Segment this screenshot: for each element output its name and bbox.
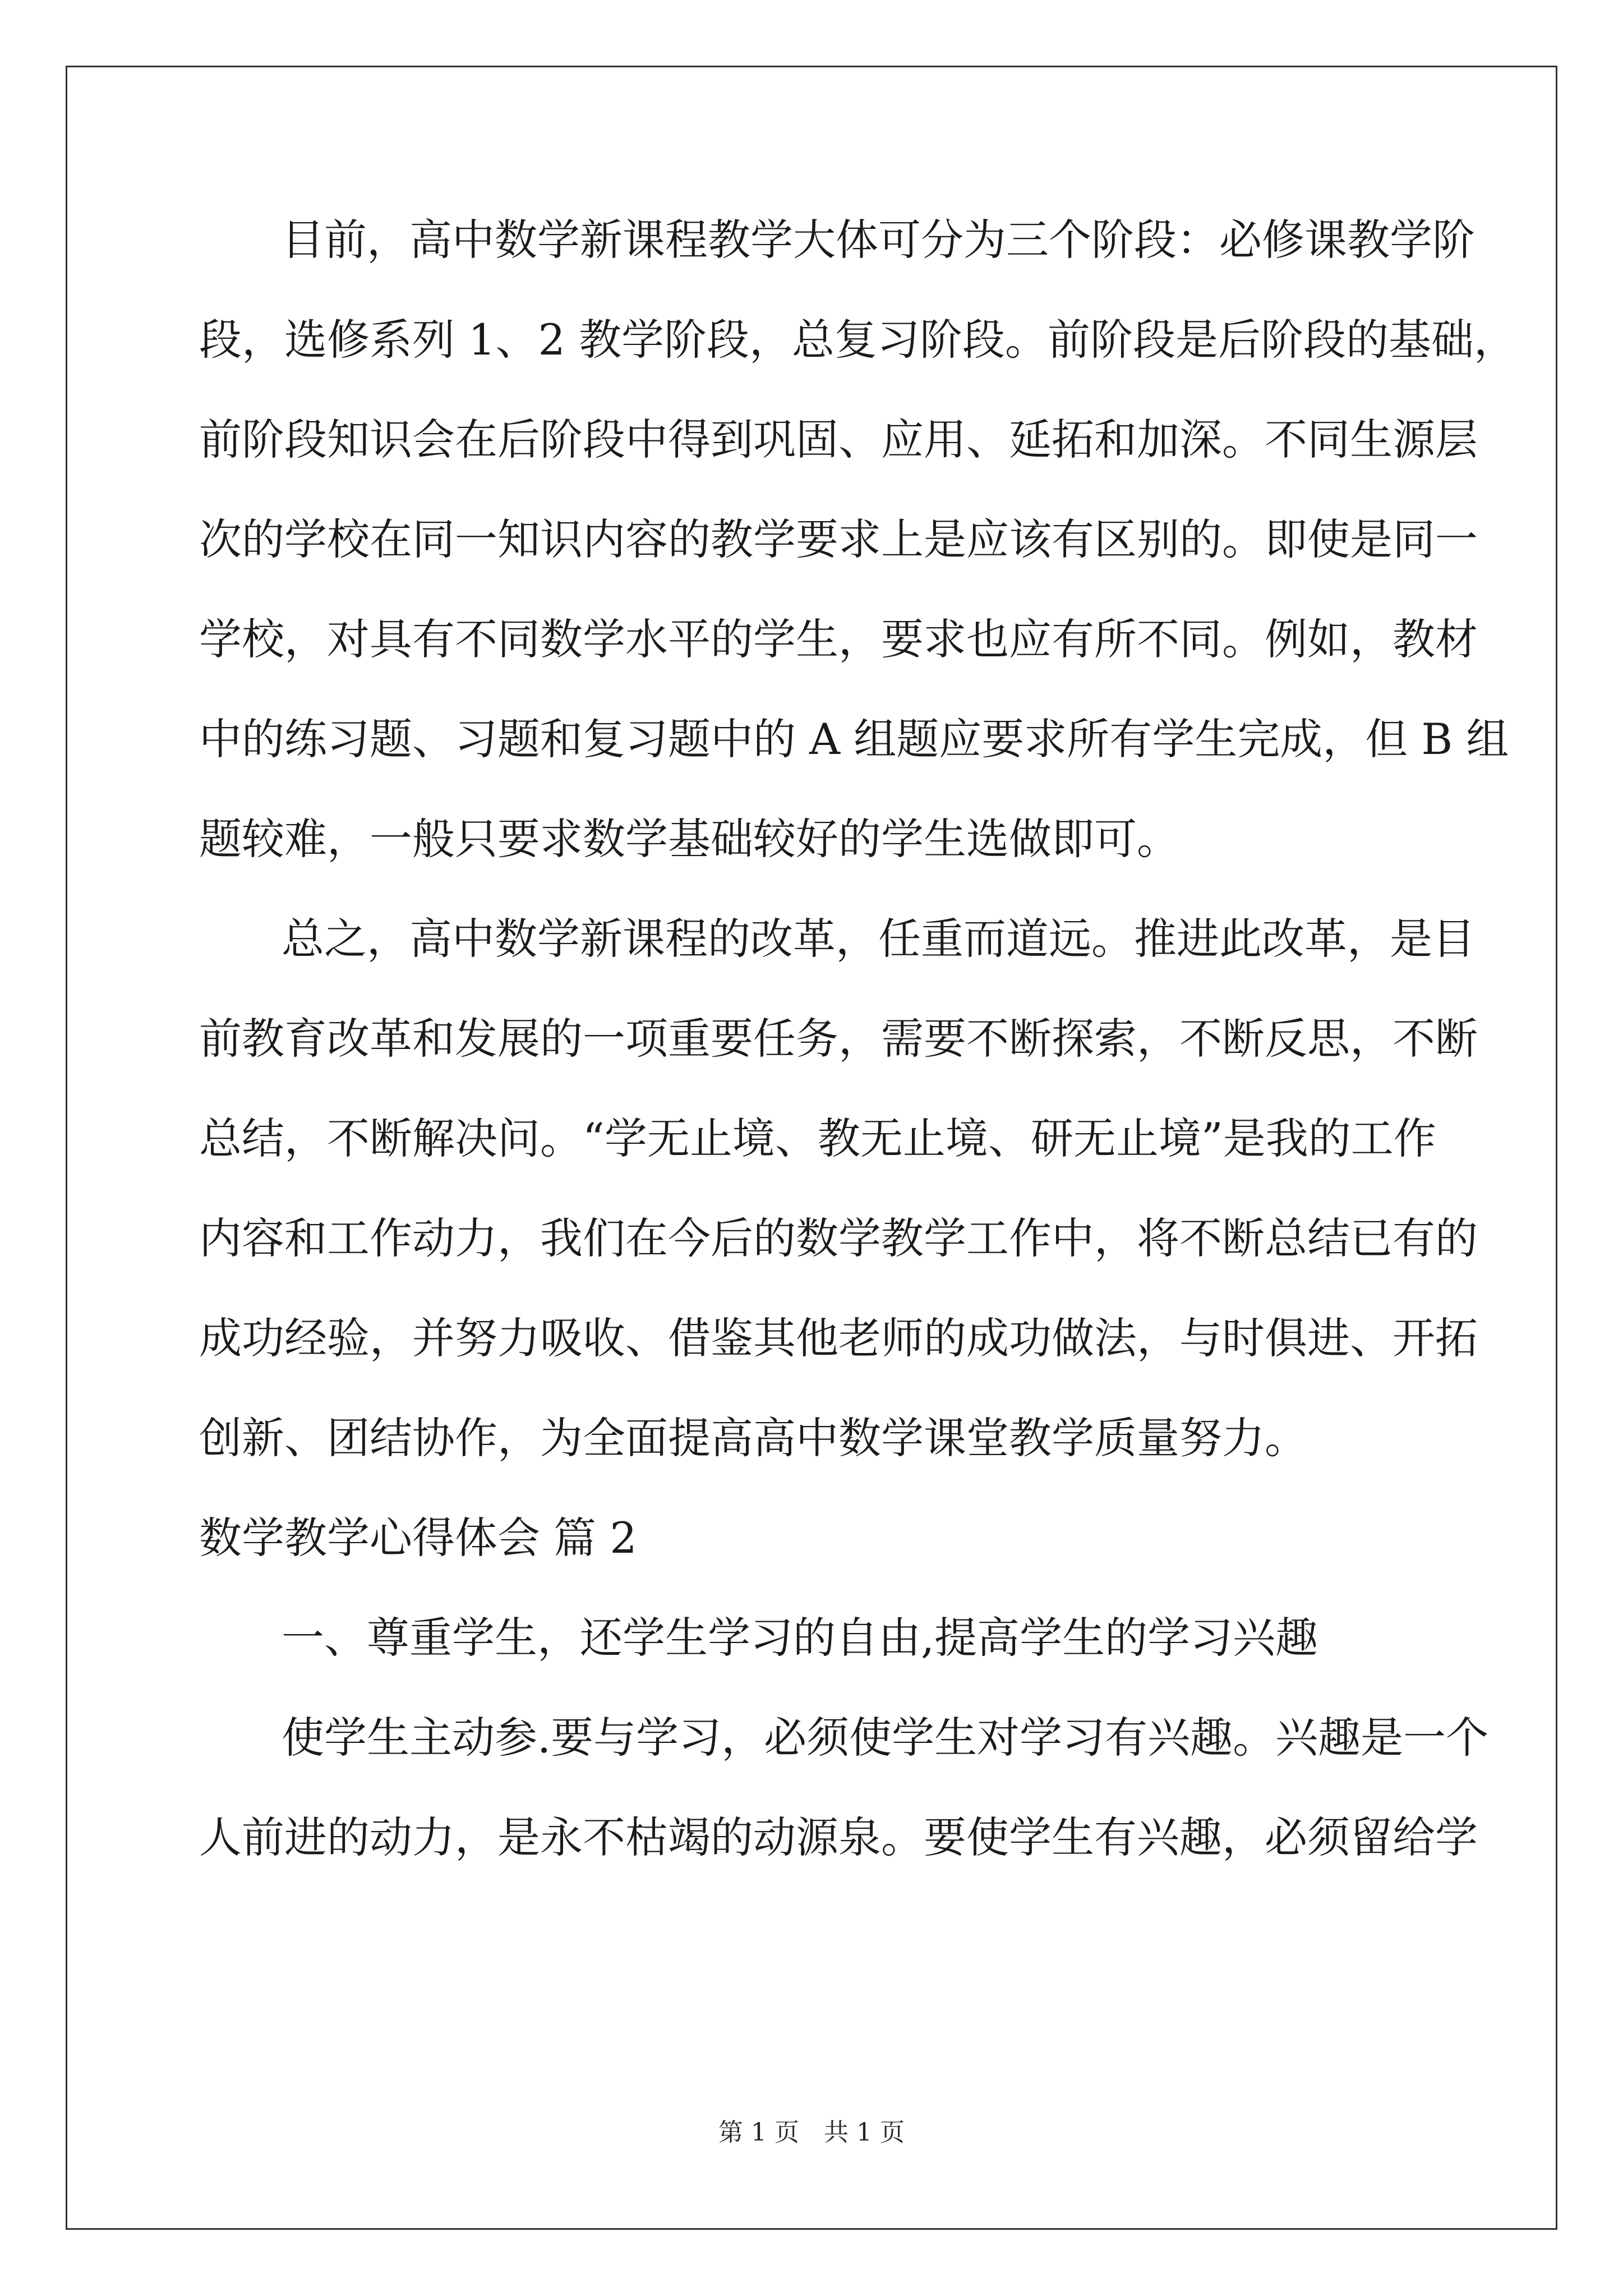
paragraph-2-line-4: 内容和工作动力，我们在今后的数学教学工作中，将不断总结已有的	[199, 1213, 1478, 1263]
paragraph-3-line-1: 使学生主动参.要与学习，必须使学生对学习有兴趣。兴趣是一个	[282, 1713, 1489, 1763]
paragraph-1-line-5: 学校，对具有不同数学水平的学生，要求也应有所不同。例如，教材	[199, 614, 1478, 664]
section-heading: 数学教学心得体会 篇 2	[199, 1513, 637, 1563]
paragraph-2-line-2: 前教育改革和发展的一项重要任务，需要不断探索，不断反思，不断	[199, 1014, 1478, 1064]
paragraph-1-line-7: 题较难，一般只要求数学基础较好的学生选做即可。	[199, 814, 1179, 864]
paragraph-1-line-2: 段，选修系列 1、2 教学阶段，总复习阶段。前阶段是后阶段的基础，	[199, 315, 1517, 365]
paragraph-1-line-6: 中的练习题、习题和复习题中的 A 组题应要求所有学生完成，但 B 组	[199, 714, 1509, 764]
paragraph-2-line-6: 创新、团结协作，为全面提高高中数学课堂教学质量努力。	[199, 1413, 1307, 1463]
subheading: 一、尊重学生，还学生学习的自由,提高学生的学习兴趣	[282, 1613, 1318, 1663]
paragraph-2-line-1: 总之，高中数学新课程的改革，任重而道远。推进此改革，是目	[282, 914, 1475, 964]
paragraph-1-line-4: 次的学校在同一知识内容的教学要求上是应该有区别的。即使是同一	[199, 514, 1478, 564]
paragraph-3-line-2: 人前进的动力，是永不枯竭的动源泉。要使学生有兴趣，必须留给学	[199, 1812, 1478, 1862]
paragraph-2-line-5: 成功经验，并努力吸收、借鉴其他老师的成功做法，与时俱进、开拓	[199, 1313, 1478, 1363]
page-footer: 第 1 页 共 1 页	[718, 2118, 905, 2147]
paragraph-1-line-3: 前阶段知识会在后阶段中得到巩固、应用、延拓和加深。不同生源层	[199, 415, 1478, 464]
paragraph-2-line-3: 总结，不断解决问。“学无止境、教无止境、研无止境”是我的工作	[199, 1114, 1436, 1163]
paragraph-1-line-1: 目前，高中数学新课程教学大体可分为三个阶段：必修课教学阶	[282, 215, 1475, 265]
